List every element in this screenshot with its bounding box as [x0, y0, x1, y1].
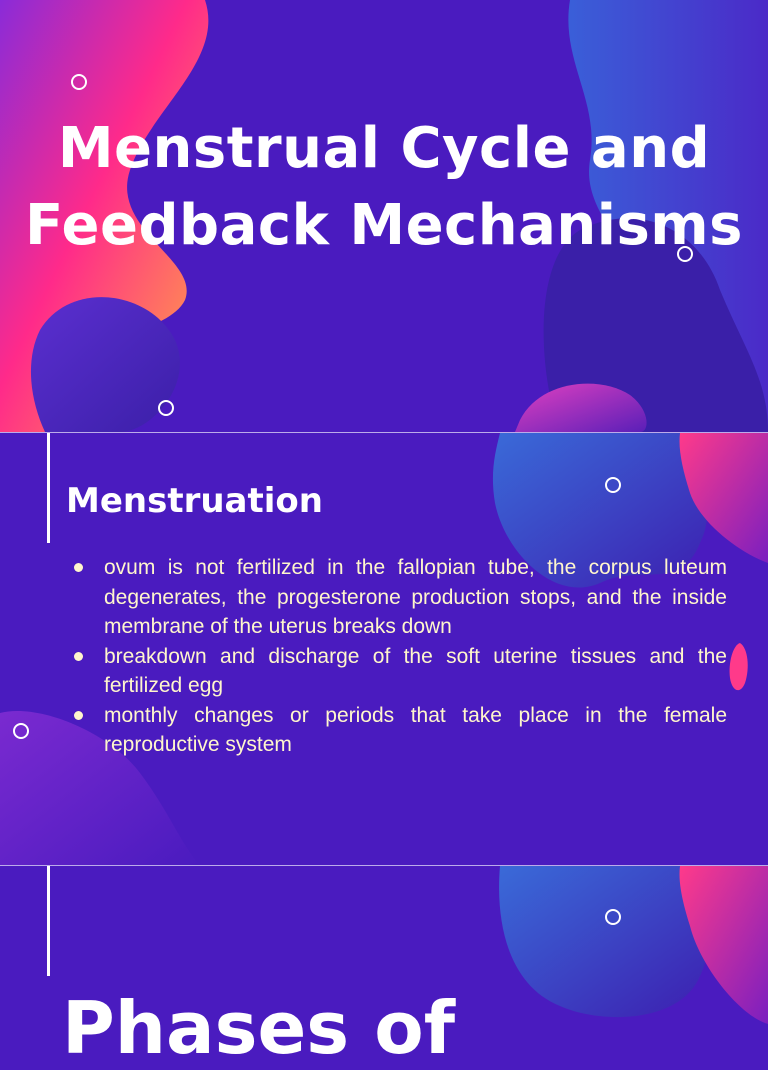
list-item: [72, 701, 727, 760]
list-item: [72, 553, 727, 642]
bullet-icon: [74, 711, 83, 720]
bullet-icon: [74, 652, 83, 661]
bullet-text: monthly changes or periods that take place in the female reproductive system: [104, 703, 727, 756]
title-slide: [0, 0, 768, 432]
bullet-icon: [74, 563, 83, 572]
bullet-text: ovum is not fertilized in the fallopian tube, the corpus luteum degenerates, the progesterone production stops, and the inside membrane of the uterus breaks down: [104, 556, 727, 638]
presentation-title: Menstrual Cycle and Feedback Mechanisms: [25, 116, 743, 258]
list-item: [72, 642, 727, 701]
heading-accent-bar: [47, 866, 50, 976]
phases-heading: Phases of: [62, 986, 456, 1070]
menstruation-bullet-list: [72, 553, 727, 760]
heading-accent-bar: [47, 433, 50, 543]
bullet-text: breakdown and discharge of the soft uterine tissues and the fertilized egg: [104, 644, 727, 697]
menstruation-heading: Menstruation: [66, 481, 323, 521]
